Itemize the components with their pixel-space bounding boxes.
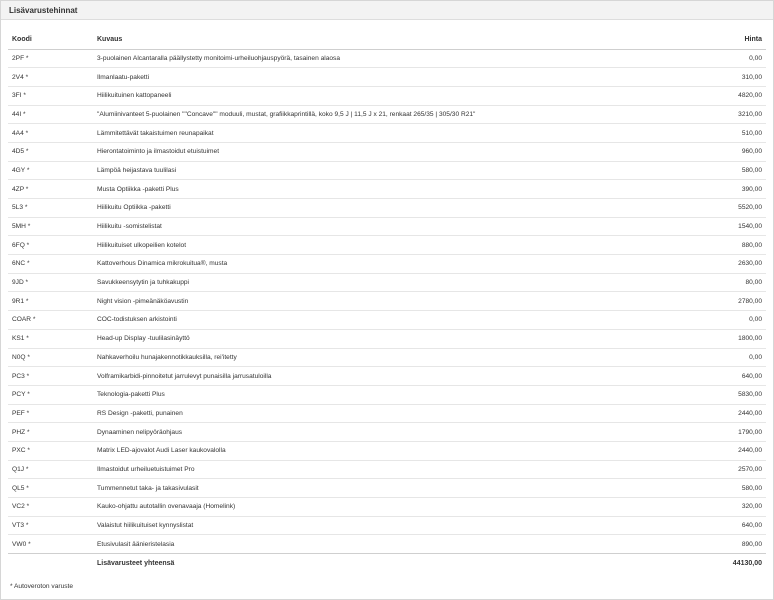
row-code: QL5 *	[8, 479, 93, 498]
table-header-row	[8, 30, 766, 49]
total-label: Lisävarusteet yhteensä	[93, 554, 678, 574]
table-row	[8, 86, 766, 105]
row-price: 890,00	[678, 535, 766, 554]
table-row	[8, 498, 766, 517]
row-description: Hiilikuitu Optiikka -paketti	[93, 199, 678, 218]
total-row	[8, 554, 766, 574]
row-description: Hiilikuituinen kattopaneeli	[93, 86, 678, 105]
row-price: 0,00	[678, 311, 766, 330]
row-description: Tummennetut taka- ja takasivulasit	[93, 479, 678, 498]
row-price: 580,00	[678, 161, 766, 180]
row-price: 3210,00	[678, 105, 766, 124]
row-code: VT3 *	[8, 516, 93, 535]
extras-price-table	[8, 30, 766, 573]
row-price: 4820,00	[678, 86, 766, 105]
row-code: 4D5 *	[8, 142, 93, 161]
row-price: 1540,00	[678, 217, 766, 236]
table-row	[8, 236, 766, 255]
row-description: Ilmastoidut urheiluetuistuimet Pro	[93, 460, 678, 479]
row-code: 9R1 *	[8, 292, 93, 311]
row-description: Dynaaminen nelipyöräohjaus	[93, 423, 678, 442]
row-description: Kattoverhous Dinamica mikrokuitua®, musta	[93, 255, 678, 274]
table-row	[8, 217, 766, 236]
table-row	[8, 273, 766, 292]
row-price: 0,00	[678, 348, 766, 367]
row-price: 640,00	[678, 367, 766, 386]
footnote: * Autoveroton varuste	[10, 583, 74, 590]
row-code: COAR *	[8, 311, 93, 330]
table-row	[8, 311, 766, 330]
row-price: 580,00	[678, 479, 766, 498]
row-description: 3-puolainen Alcantaralla päällystetty monitoimi-urheiluohjauspyörä, tasainen alaosa	[97, 54, 341, 62]
row-price: 640,00	[678, 516, 766, 535]
row-description: Hierontatoiminto ja ilmastoidut etuistuimet	[93, 142, 678, 161]
table-row	[8, 161, 766, 180]
row-description: Ilmanlaatu-paketti	[93, 68, 678, 87]
row-code: VW0 *	[8, 535, 93, 554]
row-description: Kauko-ohjattu autotallin ovenavaaja (Homelink)	[93, 498, 678, 517]
row-code: 5MH *	[8, 217, 93, 236]
row-code: VC2 *	[8, 498, 93, 517]
header-price: Hinta	[678, 30, 766, 49]
row-description: Matrix LED-ajovalot Audi Laser kaukovalolla	[93, 441, 678, 460]
table-row	[8, 105, 766, 124]
row-price: 880,00	[678, 236, 766, 255]
row-description: Etusivulasit äänieristelasia	[93, 535, 678, 554]
row-description: COC-todistuksen arkistointi	[93, 311, 678, 330]
row-code: PC3 *	[8, 367, 93, 386]
table-row	[8, 329, 766, 348]
table-row	[8, 49, 766, 68]
row-description: Lämpöä heijastava tuulilasi	[93, 161, 678, 180]
row-code: KS1 *	[8, 329, 93, 348]
table-row	[8, 441, 766, 460]
table-body	[8, 49, 766, 554]
table-row	[8, 255, 766, 274]
row-description: Nahkaverhoilu hunajakennotikkauksilla, rei'itetty	[93, 348, 678, 367]
row-price: 2570,00	[678, 460, 766, 479]
row-code: 6FQ *	[8, 236, 93, 255]
row-description: Musta Optiikka -paketti Plus	[93, 180, 678, 199]
row-price: 2630,00	[678, 255, 766, 274]
row-code: PXC *	[8, 441, 93, 460]
table-row	[8, 292, 766, 311]
row-description: "Alumiinivanteet 5-puolainen ""Concave"" moduuli, mustat, grafiikkaprintillä, koko 9,5 J | 11,5 J x 21, renkaat 265/35 | 305/30 R21"	[93, 105, 678, 124]
table-row	[8, 460, 766, 479]
row-code: PEF *	[8, 404, 93, 423]
row-code: 2PF *	[12, 54, 29, 62]
row-description: Valaistut hiilikuituiset kynnyslistat	[93, 516, 678, 535]
table-row	[8, 348, 766, 367]
table-row	[8, 423, 766, 442]
row-price: 0,00	[749, 54, 762, 62]
row-code: 2V4 *	[8, 68, 93, 87]
table-row	[8, 516, 766, 535]
row-code: Q1J *	[8, 460, 93, 479]
row-price: 2440,00	[678, 441, 766, 460]
row-price: 1790,00	[678, 423, 766, 442]
total-value: 44130,00	[678, 554, 766, 574]
row-description: Night vision -pimeänäköavustin	[93, 292, 678, 311]
row-price: 5830,00	[678, 385, 766, 404]
table-row	[8, 199, 766, 218]
panel-title: Lisävarustehinnat	[1, 1, 773, 20]
table-row	[8, 142, 766, 161]
row-code: 4GY *	[8, 161, 93, 180]
table-row	[8, 479, 766, 498]
row-code: 3FI *	[8, 86, 93, 105]
row-description: RS Design -paketti, punainen	[93, 404, 678, 423]
row-code: 44I *	[8, 105, 93, 124]
row-description: Teknologia-paketti Plus	[93, 385, 678, 404]
row-price: 2440,00	[678, 404, 766, 423]
row-description: Hiilikuitu -somistelistat	[93, 217, 678, 236]
row-price: 510,00	[678, 124, 766, 143]
row-description: Savukkeensytytin ja tuhkakuppi	[93, 273, 678, 292]
row-description: Volframikarbidi-pinnoitetut jarrulevyt punaisilla jarrusatuloilla	[93, 367, 678, 386]
row-description: Lämmitettävät takaistuimen reunapaikat	[93, 124, 678, 143]
row-price: 80,00	[678, 273, 766, 292]
row-price: 310,00	[678, 68, 766, 87]
row-price: 1800,00	[678, 329, 766, 348]
row-description: Hiilikuituiset ulkopeilien kotelot	[93, 236, 678, 255]
table-row	[8, 535, 766, 554]
row-price: 2780,00	[678, 292, 766, 311]
row-code: PHZ *	[8, 423, 93, 442]
total-empty-cell	[8, 554, 93, 574]
table-row	[8, 404, 766, 423]
row-price: 390,00	[678, 180, 766, 199]
row-code: N0Q *	[8, 348, 93, 367]
header-description: Kuvaus	[93, 30, 678, 49]
table-row	[8, 124, 766, 143]
table-row	[8, 367, 766, 386]
row-code: 4ZP *	[8, 180, 93, 199]
row-code: 9JD *	[8, 273, 93, 292]
row-price: 5520,00	[678, 199, 766, 218]
row-description: Head-up Display -tuulilasinäyttö	[93, 329, 678, 348]
table-row	[8, 68, 766, 87]
row-price: 320,00	[678, 498, 766, 517]
row-price: 960,00	[678, 142, 766, 161]
row-code: 6NC *	[8, 255, 93, 274]
header-code: Koodi	[8, 30, 93, 49]
row-code: PCY *	[8, 385, 93, 404]
table-row	[8, 180, 766, 199]
row-code: 5L3 *	[8, 199, 93, 218]
table-row	[8, 385, 766, 404]
row-code: 4A4 *	[8, 124, 93, 143]
